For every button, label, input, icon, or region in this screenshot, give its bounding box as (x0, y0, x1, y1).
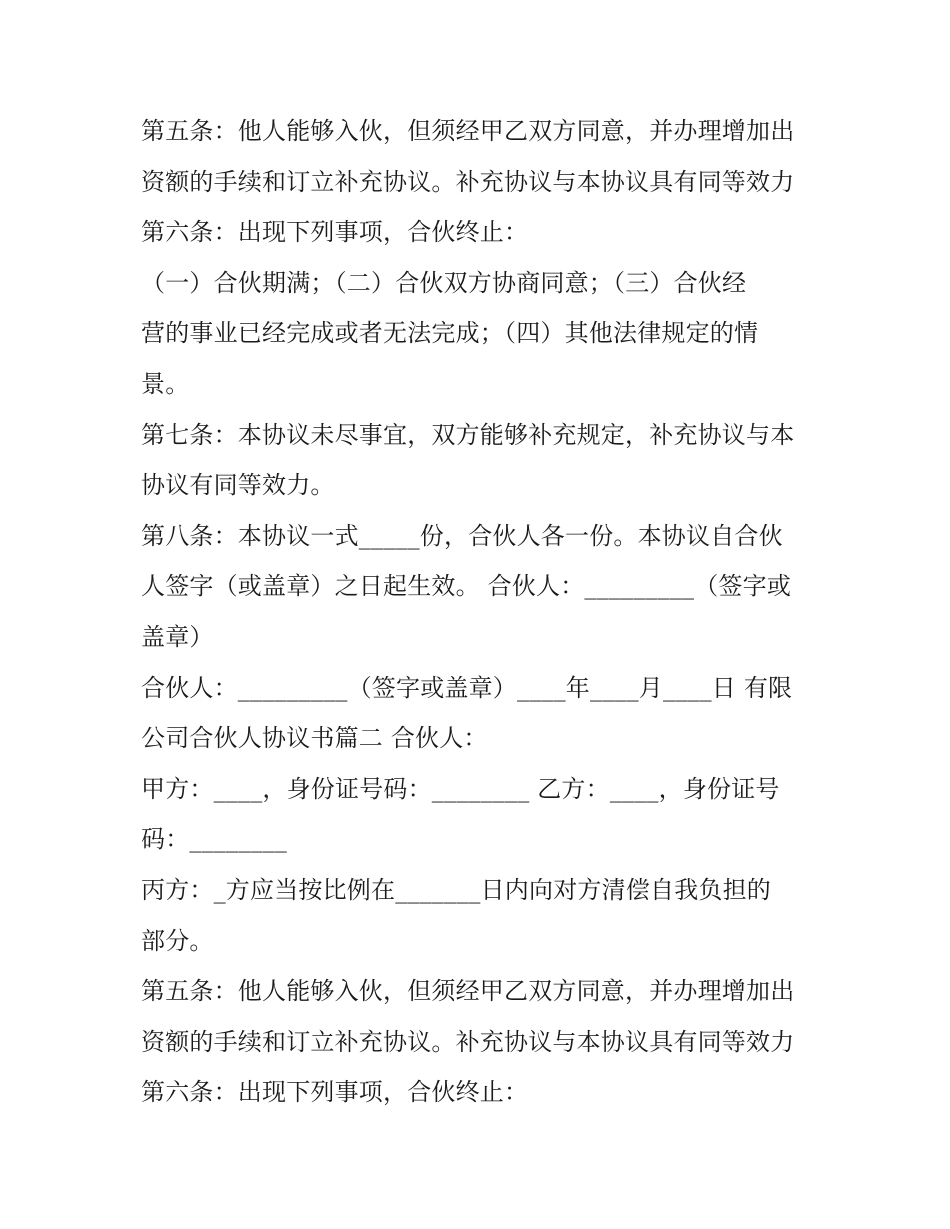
text-line: 资额的手续和订立补充协议。补充协议与本协议具有同等效力 (141, 167, 795, 196)
text-line: 营的事业已经完成或者无法完成；（四）其他法律规定的情 (141, 319, 759, 348)
text-line: 第六条：出现下列事项，合伙终止： (141, 218, 529, 247)
text-line: 第五条：他人能够入伙，但须经甲乙双方同意，并办理增加出 (141, 977, 795, 1006)
text-line: 丙方：_方应当按比例在_______日内向对方清偿自我负担的 (141, 875, 771, 904)
document-body (141, 106, 821, 1118)
text-line: 景。 (141, 369, 190, 398)
text-line: 第八条：本协议一式_____份，合伙人各一份。本协议自合伙 (141, 521, 783, 550)
text-line: 人签字（或盖章）之日起生效。 合伙人：_________（签字或 (141, 572, 792, 601)
text-line: 盖章） (141, 622, 214, 651)
text-line: 第六条：出现下列事项，合伙终止： (141, 1078, 529, 1107)
text-line: 部分。 (141, 926, 214, 955)
text-line: 协议有同等效力。 (141, 471, 335, 500)
text-line: 第七条：本协议未尽事宜，双方能够补充规定，补充协议与本 (141, 420, 795, 449)
text-line: 资额的手续和订立补充协议。补充协议与本协议具有同等效力 (141, 1027, 795, 1056)
text-line: 公司合伙人协议书篇二 合伙人： (141, 724, 488, 753)
text-line: 第五条：他人能够入伙，但须经甲乙双方同意，并办理增加出 (141, 117, 795, 145)
text-line: 合伙人：_________（签字或盖章）____年____月____日 有限 (141, 673, 793, 702)
text-line: （一）合伙期满；（二）合伙双方协商同意；（三）合伙经 (141, 268, 747, 297)
text-line: 码：________ (141, 825, 287, 854)
text-line: 甲方：____，身份证号码：________ 乙方：____，身份证号 (141, 774, 780, 803)
